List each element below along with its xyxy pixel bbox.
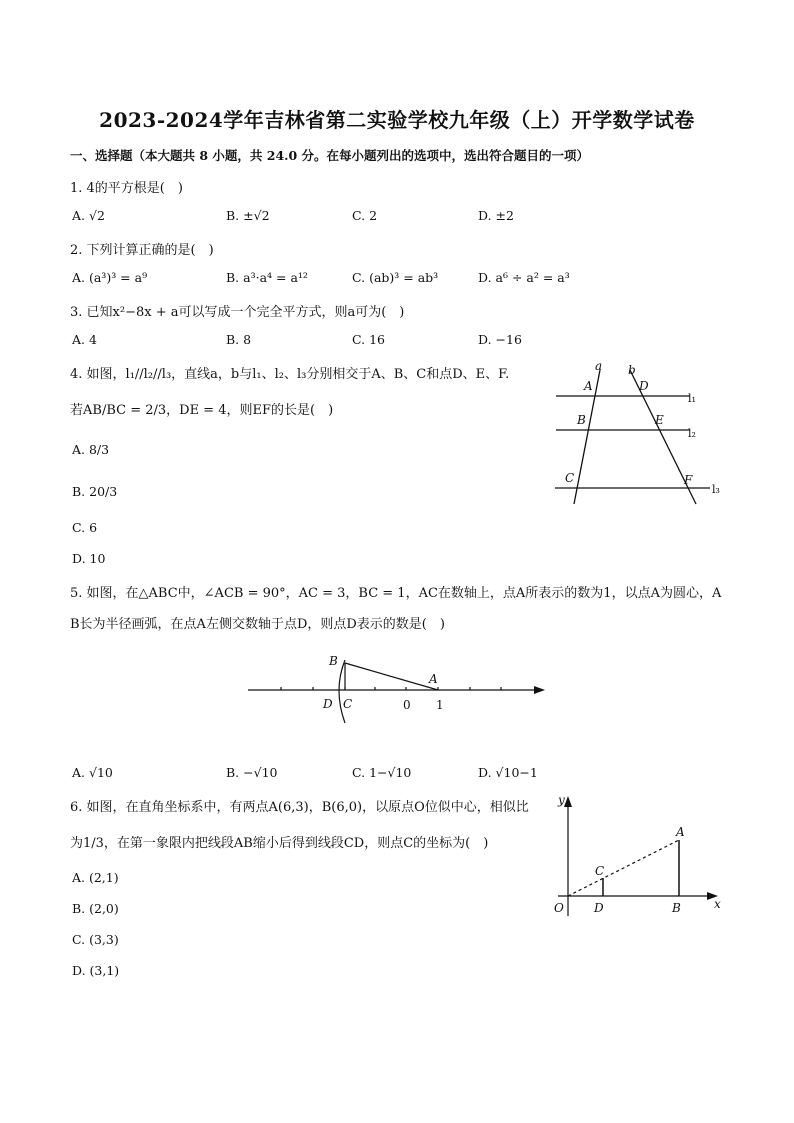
question-6-option-d: D. (3,1)	[72, 963, 120, 978]
question-1-stem: 1. 4的平方根是( )	[70, 181, 183, 196]
label-b: b	[628, 363, 636, 377]
label-a: a	[595, 360, 603, 373]
question-2-option-c: C. (ab)³ = ab³	[352, 270, 439, 285]
question-6-stem-line1: 6. 如图，在直角坐标系中，有两点A(6,3)，B(6,0)，以原点O位似中心，相似比	[70, 800, 529, 815]
segment-AB	[345, 663, 438, 690]
question-5-figure	[245, 645, 555, 725]
label-E: E	[655, 413, 664, 427]
label-0: 0	[403, 698, 411, 712]
label-D: D	[594, 901, 604, 915]
question-6-option-c: C. (3,3)	[72, 932, 119, 947]
question-4-option-c: C. 6	[72, 520, 98, 535]
arc	[339, 660, 345, 723]
question-4-option-a: A. 8/3	[72, 442, 110, 457]
question-4-option-b: B. 20/3	[72, 484, 118, 499]
label-O: O	[554, 901, 564, 915]
question-3-stem: 3. 已知x²−8x + a可以写成一个完全平方式，则a可为( )	[70, 305, 405, 320]
question-3-option-d: D. −16	[478, 332, 522, 347]
label-y: y	[558, 793, 565, 807]
question-3-option-a: A. 4	[72, 332, 97, 347]
question-2-option-d: D. a⁶ ÷ a² = a³	[478, 270, 570, 285]
label-F: F	[684, 473, 693, 487]
question-4-stem-line2: 若AB/BC = 2/3，DE = 4，则EF的长是( )	[70, 403, 334, 418]
label-A: A	[584, 379, 593, 393]
question-1-option-c: C. 2	[352, 208, 378, 223]
question-1-option-a: A. √2	[72, 208, 105, 223]
label-B: B	[577, 413, 586, 427]
number-line-arrow-icon	[534, 686, 545, 694]
question-3-option-b: B. 8	[226, 332, 252, 347]
question-5-option-d: D. √10−1	[478, 765, 538, 780]
label-B: B	[672, 901, 681, 915]
question-5-stem-line1: 5. 如图，在△ABC中，∠ACB = 90°，AC = 3，BC = 1，AC在数轴上，点A所表示的数为1，以点A为圆心，A	[70, 586, 722, 601]
question-4-option-d: D. 10	[72, 551, 106, 566]
label-A: A	[676, 825, 685, 839]
question-5-stem-line2: B长为半径画弧，在点A左侧交数轴于点D，则点D表示的数是( )	[70, 617, 445, 632]
question-6-option-a: A. (2,1)	[72, 870, 119, 885]
question-6-figure	[550, 790, 730, 920]
dashed-line-OA	[568, 840, 679, 896]
label-C: C	[343, 697, 353, 711]
label-A: A	[429, 672, 438, 686]
question-2-option-a: A. (a³)³ = a⁹	[72, 270, 148, 285]
question-5-option-a: A. √10	[72, 765, 113, 780]
label-l3: l₃	[712, 483, 720, 496]
label-1: 1	[436, 698, 444, 712]
question-5-option-c: C. 1−√10	[352, 765, 412, 780]
question-2-option-b: B. a³·a⁴ = a¹²	[226, 270, 308, 285]
y-axis-arrow-icon	[564, 796, 572, 807]
question-1-option-d: D. ±2	[478, 208, 514, 223]
question-5-option-b: B. −√10	[226, 765, 278, 780]
label-B: B	[329, 654, 338, 668]
label-l1: l₁	[688, 392, 696, 405]
question-1-option-b: B. ±√2	[226, 208, 270, 223]
label-l2: l₂	[688, 427, 696, 440]
question-3-option-c: C. 16	[352, 332, 385, 347]
label-D: D	[323, 697, 333, 711]
question-6-stem-line2: 为1/3，在第一象限内把线段AB缩小后得到线段CD，则点C的坐标为( )	[70, 836, 489, 851]
section-heading: 一、选择题（本大题共 8 小题，共 24.0 分。在每小题列出的选项中，选出符合题目的一项）	[70, 148, 590, 163]
label-x: x	[714, 897, 721, 911]
label-D: D	[639, 379, 649, 393]
label-C: C	[565, 471, 575, 485]
question-6-option-b: B. (2,0)	[72, 901, 119, 916]
question-2-stem: 2. 下列计算正确的是( )	[70, 243, 214, 258]
question-4-stem-line1: 4. 如图，l₁//l₂//l₃，直线a，b与l₁、l₂、l₃分别相交于A、B、C和点D、E、F.	[70, 367, 510, 382]
page-title: 2023-2024学年吉林省第二实验学校九年级（上）开学数学试卷	[99, 108, 695, 132]
label-C: C	[595, 864, 605, 878]
question-4-figure	[550, 360, 730, 510]
